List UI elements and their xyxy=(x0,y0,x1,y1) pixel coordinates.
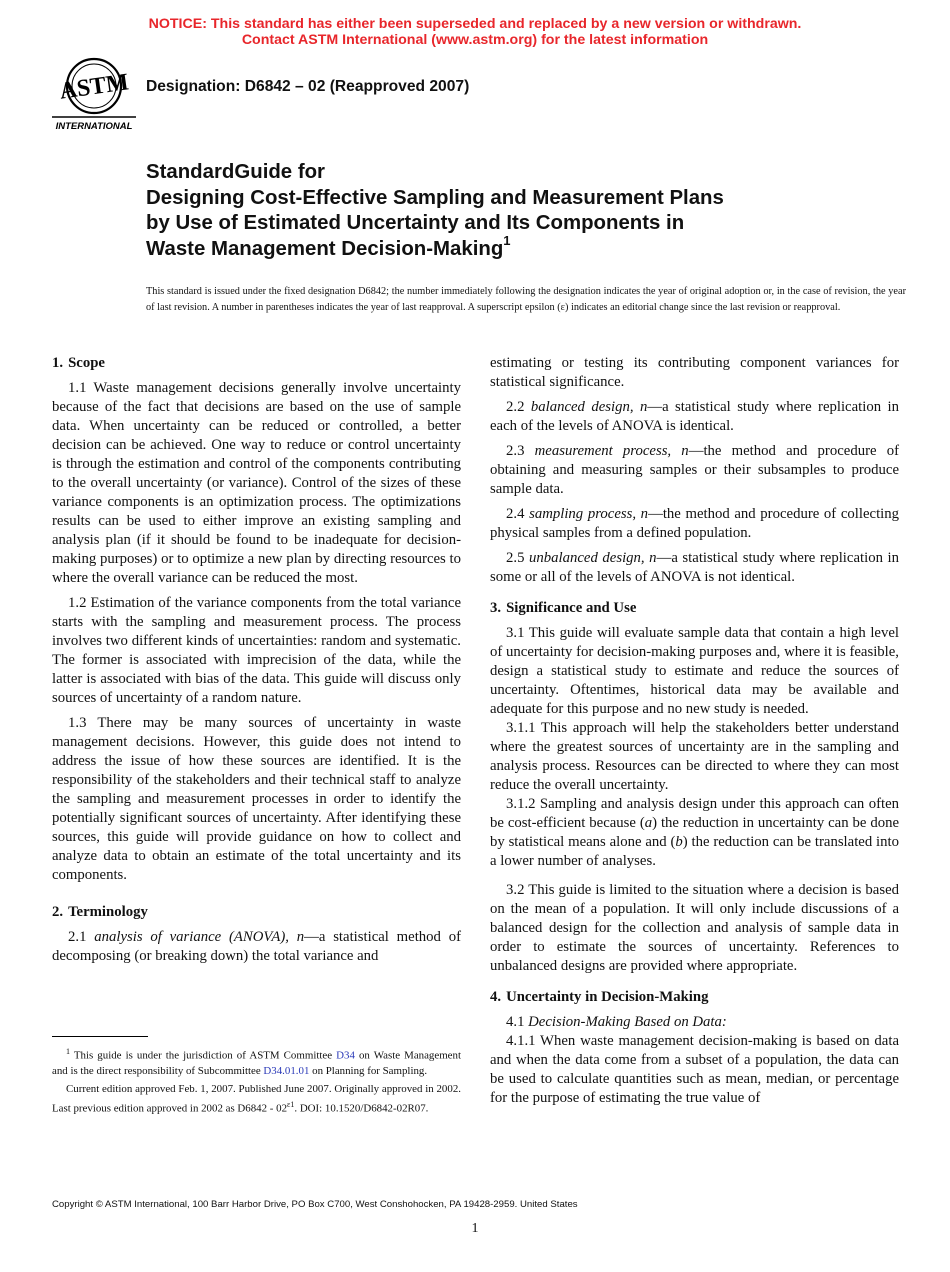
section-4-title: Uncertainty in Decision-Making xyxy=(506,989,709,1005)
paragraph-2-2 xyxy=(490,398,899,436)
paragraph-3-1-2 xyxy=(490,795,899,871)
paragraph-3-1-2-part-b: ) the reduction in uncertainty can be done by statistical means alone and ( xyxy=(490,815,899,850)
notice-line-1: NOTICE: This standard has either been superseded and replaced by a new version or withdrawn. xyxy=(148,16,802,32)
paragraph-2-5 xyxy=(490,549,899,587)
left-column xyxy=(52,354,461,966)
paragraph-2-5-number: 2.5 xyxy=(506,550,525,566)
section-4-heading xyxy=(490,988,899,1007)
issue-note: This standard is issued under the fixed designation D6842; the number immediately following the designation indicates the year of original adoption or, in the case of revision, the year of last revision. A number in parentheses indicates the year of last reapproval. A superscript epsilon (ε) indicates an editorial change since the last revision or reapproval. xyxy=(146,286,906,314)
astm-logo xyxy=(52,56,136,134)
paragraph-3-1-2-italic-a: a xyxy=(644,815,653,831)
committee-d34-link[interactable]: D34 xyxy=(336,1049,355,1062)
footnote-1-text-c: on Planning for Sampling. xyxy=(309,1065,428,1078)
paragraph-2-3 xyxy=(490,442,899,499)
paragraph-2-3-text: —the method and procedure of obtaining and measuring samples or their subsamples to produce sample data. xyxy=(490,443,899,497)
paragraph-3-2: 3.2 This guide is limited to the situation where a decision is based on the mean of a population. It will only include discussions of a balanced design for the collection and analysis of sample data in order to estimate the sources of uncertainty. References to unbalanced designs are provided where appropriate. xyxy=(490,882,899,974)
paragraph-2-1 xyxy=(52,928,461,966)
paragraph-1-2: 1.2 Estimation of the variance components from the total variance starts with the sampling and measurement process. The process involves two different kinds of uncertainties: random and systematic. The former is associated with imprecision of the data, while the latter is associated with bias of the data. This guide will discuss only sources of uncertainty of a random nature. xyxy=(52,595,461,706)
section-1-number: 1. xyxy=(52,355,64,371)
title-line-4-text: Waste Management Decision-Making xyxy=(146,237,504,260)
paragraph-2-1-text: —a statistical method of decomposing (or breaking down) the total variance and xyxy=(52,929,461,964)
footnote-1-mark: 1 xyxy=(66,1047,70,1056)
withdrawal-notice xyxy=(0,16,950,48)
section-3-title: Significance and Use xyxy=(506,600,637,616)
footnote-2-epsilon: ε1 xyxy=(287,1100,295,1110)
section-3-number: 3. xyxy=(490,600,502,616)
term-balanced-design: balanced design, n xyxy=(530,399,648,415)
paragraph-3-1-2-part-c: ) the reduction can be translated into a lower number of analyses. xyxy=(490,834,899,869)
footnote-1-text-a: This guide is under the jurisdiction of ASTM Committee xyxy=(70,1049,337,1062)
footnote-2 xyxy=(52,1082,461,1118)
footnote-rule xyxy=(52,1036,148,1037)
document-title xyxy=(146,160,906,262)
paragraph-1-3: 1.3 There may be many sources of uncertainty in waste management decisions. However, this guide does not intend to address the issue of how these sources are identified. It is the responsibility of the stakeholders and their technical staff to analyze the sampling and measurement processes in order to identify the potentially significant sources of uncertainty. After identifying these sources, this guide will provide guidance on how to collect and analyze data to obtain an estimate of the total uncertainty and its components. xyxy=(52,715,461,883)
subcommittee-d34-01-01-link[interactable]: D34.01.01 xyxy=(263,1065,310,1078)
logo-letters: ASTM xyxy=(57,69,131,105)
paragraph-2-1-number: 2.1 xyxy=(68,929,87,945)
title-line-4 xyxy=(146,232,906,263)
section-1-heading xyxy=(52,354,461,373)
paragraph-3-1-2-part-a: 3.1.2 Sampling and analysis design under this approach can often be cost-efficient because ( xyxy=(490,796,899,831)
paragraph-4-1-title: Decision-Making Based on Data: xyxy=(528,1014,727,1030)
footnote-1 xyxy=(52,1044,461,1080)
paragraph-2-4-number: 2.4 xyxy=(506,506,525,522)
term-unbalanced-design: unbalanced design, n xyxy=(529,550,657,566)
paragraph-2-1-continued: estimating or testing its contributing component variances for statistical significance. xyxy=(490,355,899,390)
section-3-heading xyxy=(490,599,899,618)
section-2-title: Terminology xyxy=(68,904,148,920)
footnote-2-text-b: . DOI: 10.1520/D6842-02R07. xyxy=(294,1102,429,1115)
paragraph-3-1-2-italic-b: b xyxy=(675,834,683,850)
section-1-title: Scope xyxy=(68,355,105,371)
section-4-number: 4. xyxy=(490,989,502,1005)
page-number: 1 xyxy=(471,1221,479,1236)
section-2-number: 2. xyxy=(52,904,64,920)
right-column xyxy=(490,354,899,1108)
paragraph-2-2-number: 2.2 xyxy=(506,399,525,415)
term-anova: analysis of variance (ANOVA), n xyxy=(94,929,305,945)
footnote-1-text-b: on Waste Management and is the direct responsibility of Subcommittee xyxy=(52,1049,461,1078)
title-line-2: Designing Cost-Effective Sampling and Measurement Plans xyxy=(146,186,724,209)
paragraph-2-4-text: —the method and procedure of collecting physical samples from a defined population. xyxy=(490,506,900,541)
title-footnote-mark: 1 xyxy=(503,232,511,248)
copyright-line: Copyright © ASTM International, 100 Barr Harbor Drive, PO Box C700, West Conshohocken, PA 19428-2959. United States xyxy=(52,1199,578,1210)
paragraph-2-3-number: 2.3 xyxy=(506,443,525,459)
term-measurement-process: measurement process, n xyxy=(534,443,689,459)
paragraph-2-2-text: —a statistical study where replication in each of the levels of ANOVA is identical. xyxy=(490,399,899,434)
paragraph-4-1-1: 4.1.1 When waste management decision-making is based on data and when the data come from a subset of a population, the data can be used to calculate quantities such as mean, median, or percentage for the purpose of estimating the true value of xyxy=(490,1033,899,1106)
title-line-3: by Use of Estimated Uncertainty and Its Components in xyxy=(146,212,685,234)
footnote-2-text-a: Current edition approved Feb. 1, 2007. Published June 2007. Originally approved in 2002. Last previous edition approved in 2002 as D6842 - 02 xyxy=(52,1082,461,1115)
paragraph-1-1: 1.1 Waste management decisions generally involve uncertainty because of the fact that decisions are based on the use of sample data. When uncertainty can be reduced or controlled, a better decision can be achieved. One way to reduce or control uncertainty is through the estimation and control of the components contributing to the overall uncertainty (or variance). Control of the sizes of these variance components is an optimization process. The optimizations results can be used to either improve an existing sampling and analysis plan (if it should be found to be inadequate for decision-making purposes) or to optimize a new plan by directing resources to where the overall variance can be reduced the most. xyxy=(52,380,461,586)
paragraph-4-1 xyxy=(490,1013,899,1032)
logo-caption: INTERNATIONAL xyxy=(55,121,133,132)
designation: Designation: D6842 – 02 (Reapproved 2007) xyxy=(146,78,470,95)
paragraph-4-1-number: 4.1 xyxy=(506,1014,525,1030)
section-2-heading xyxy=(52,903,461,922)
notice-line-2: Contact ASTM International (www.astm.org) for the latest information xyxy=(241,32,709,48)
title-line-1: StandardGuide for xyxy=(146,161,325,183)
paragraph-2-4 xyxy=(490,505,899,543)
paragraph-3-1: 3.1 This guide will evaluate sample data that contain a high level of uncertainty for decision-making purposes and, where it is feasible, design a statistical study to estimate and reduce the sources of uncertainty. Oftentimes, historical data may be available and adequate for this purpose and no new study is needed. xyxy=(490,625,899,717)
term-sampling-process: sampling process, n xyxy=(529,506,649,522)
footnotes xyxy=(52,1044,461,1119)
paragraph-2-5-text: —a statistical study where replication in some or all of the levels of ANOVA is not identical. xyxy=(490,550,899,585)
paragraph-3-1-1: 3.1.1 This approach will help the stakeholders better understand where the greatest sources of uncertainty are in the sampling and analysis process. Resources can be directed to where they can most reduce the overall uncertainty. xyxy=(490,720,899,793)
